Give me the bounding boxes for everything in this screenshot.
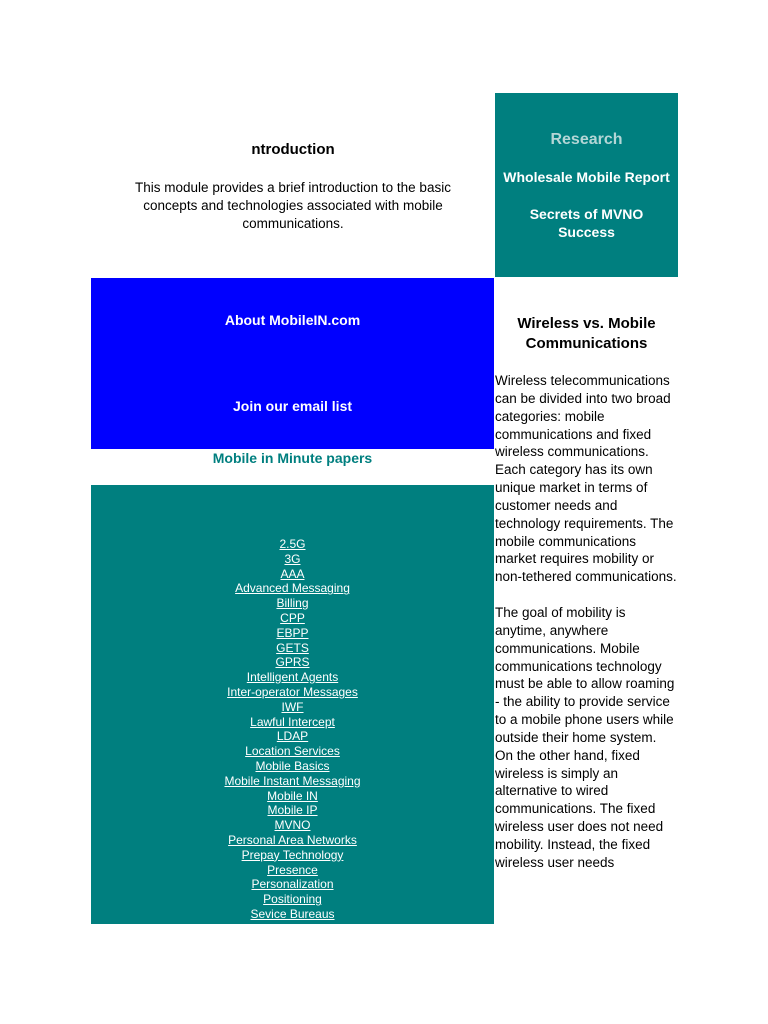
topic-link[interactable]: Positioning: [263, 892, 322, 907]
about-mobilein-link[interactable]: About MobileIN.com: [224, 312, 361, 328]
topic-link[interactable]: Lawful Intercept: [250, 714, 335, 729]
secrets-of-mvno-success-link[interactable]: Secrets of MVNO Success: [529, 206, 644, 240]
topic-link[interactable]: Intelligent Agents: [246, 670, 339, 685]
topic-link[interactable]: MVNO: [274, 818, 311, 833]
list-item: [91, 641, 494, 656]
join-email-list-link[interactable]: Join our email list: [232, 398, 353, 414]
list-item: [91, 670, 494, 685]
list-item: [91, 863, 494, 878]
list-item: [91, 611, 494, 626]
wholesale-mobile-report-link[interactable]: Wholesale Mobile Report: [503, 169, 670, 185]
topic-link[interactable]: GPRS: [275, 655, 310, 670]
list-item: [91, 818, 494, 833]
topic-link[interactable]: Personalization: [251, 877, 334, 892]
topic-link[interactable]: Prepay Technology: [241, 847, 344, 862]
list-item: [91, 907, 494, 922]
list-item: [91, 833, 494, 848]
list-item: [91, 552, 494, 567]
article-body: [495, 372, 678, 872]
about-box: [91, 278, 494, 449]
topic-link[interactable]: GETS: [276, 640, 309, 655]
topic-link[interactable]: AAA: [280, 566, 305, 581]
introduction-title: ntroduction: [251, 141, 335, 158]
article-paragraph: Wireless telecommunications can be divided into two broad categories: mobile communications and fixed wireless communications. Each category has its own unique market in terms of customer needs and technology requirements. The mobile communications market requires mobility or non-tethered communications.: [495, 373, 677, 585]
topic-link[interactable]: Personal Area Networks: [228, 832, 357, 847]
topic-link[interactable]: LDAP: [276, 729, 309, 744]
introduction-section: [91, 93, 495, 278]
topic-link[interactable]: Inter-operator Messages: [227, 684, 358, 699]
topic-link[interactable]: 2.5G: [279, 537, 306, 551]
list-item: [91, 685, 494, 700]
topic-link[interactable]: Advanced Messaging: [235, 581, 350, 596]
topic-link[interactable]: EBPP: [276, 625, 309, 640]
list-item: [91, 567, 494, 582]
topic-link[interactable]: Presence: [267, 862, 318, 877]
list-item: [91, 789, 494, 804]
list-item: [91, 848, 494, 863]
list-item: [91, 803, 494, 818]
list-item: [91, 892, 494, 907]
research-heading: Research: [550, 131, 623, 148]
topic-link[interactable]: Billing: [276, 596, 309, 611]
topic-links-list: [91, 537, 494, 922]
list-item: [91, 626, 494, 641]
list-item: [91, 596, 494, 611]
list-item: [91, 715, 494, 730]
list-item: [91, 537, 494, 552]
list-item: [91, 744, 494, 759]
topic-links-panel: [91, 485, 494, 924]
topic-link[interactable]: 3G: [284, 551, 301, 566]
introduction-text: This module provides a brief introduction to the basic concepts and technologies associated with mobile communications.: [135, 180, 451, 231]
topic-link[interactable]: Mobile Basics: [255, 758, 330, 773]
article-title: Wireless vs. Mobile Communications: [517, 315, 656, 352]
topic-link[interactable]: Mobile IP: [267, 803, 318, 818]
topic-link[interactable]: IWF: [281, 699, 304, 714]
topic-link[interactable]: Mobile IN: [267, 788, 318, 803]
research-box: [495, 93, 678, 277]
topic-link[interactable]: Location Services: [245, 744, 340, 759]
wireless-vs-mobile-article: [495, 314, 678, 870]
topic-link[interactable]: Sevice Bureaus: [250, 906, 335, 921]
topic-link[interactable]: Mobile Instant Messaging: [224, 773, 361, 788]
list-item: [91, 700, 494, 715]
mobile-in-minute-papers-heading: Mobile in Minute papers: [212, 450, 373, 466]
list-item: [91, 759, 494, 774]
list-item: [91, 774, 494, 789]
article-paragraph: The goal of mobility is anytime, anywhere communications. Mobile communications technology must be able to allow roaming - the ability to provide service to a mobile phone users while outside their home system. On the other hand, fixed wireless is simply an alternative to wired communications. The fixed wireless user does not need mobility. Instead, the fixed wireless user needs: [495, 604, 675, 870]
list-item: [91, 729, 494, 744]
topic-link[interactable]: CPP: [280, 610, 305, 625]
list-item: [91, 877, 494, 892]
list-item: [91, 655, 494, 670]
list-item: [91, 581, 494, 596]
